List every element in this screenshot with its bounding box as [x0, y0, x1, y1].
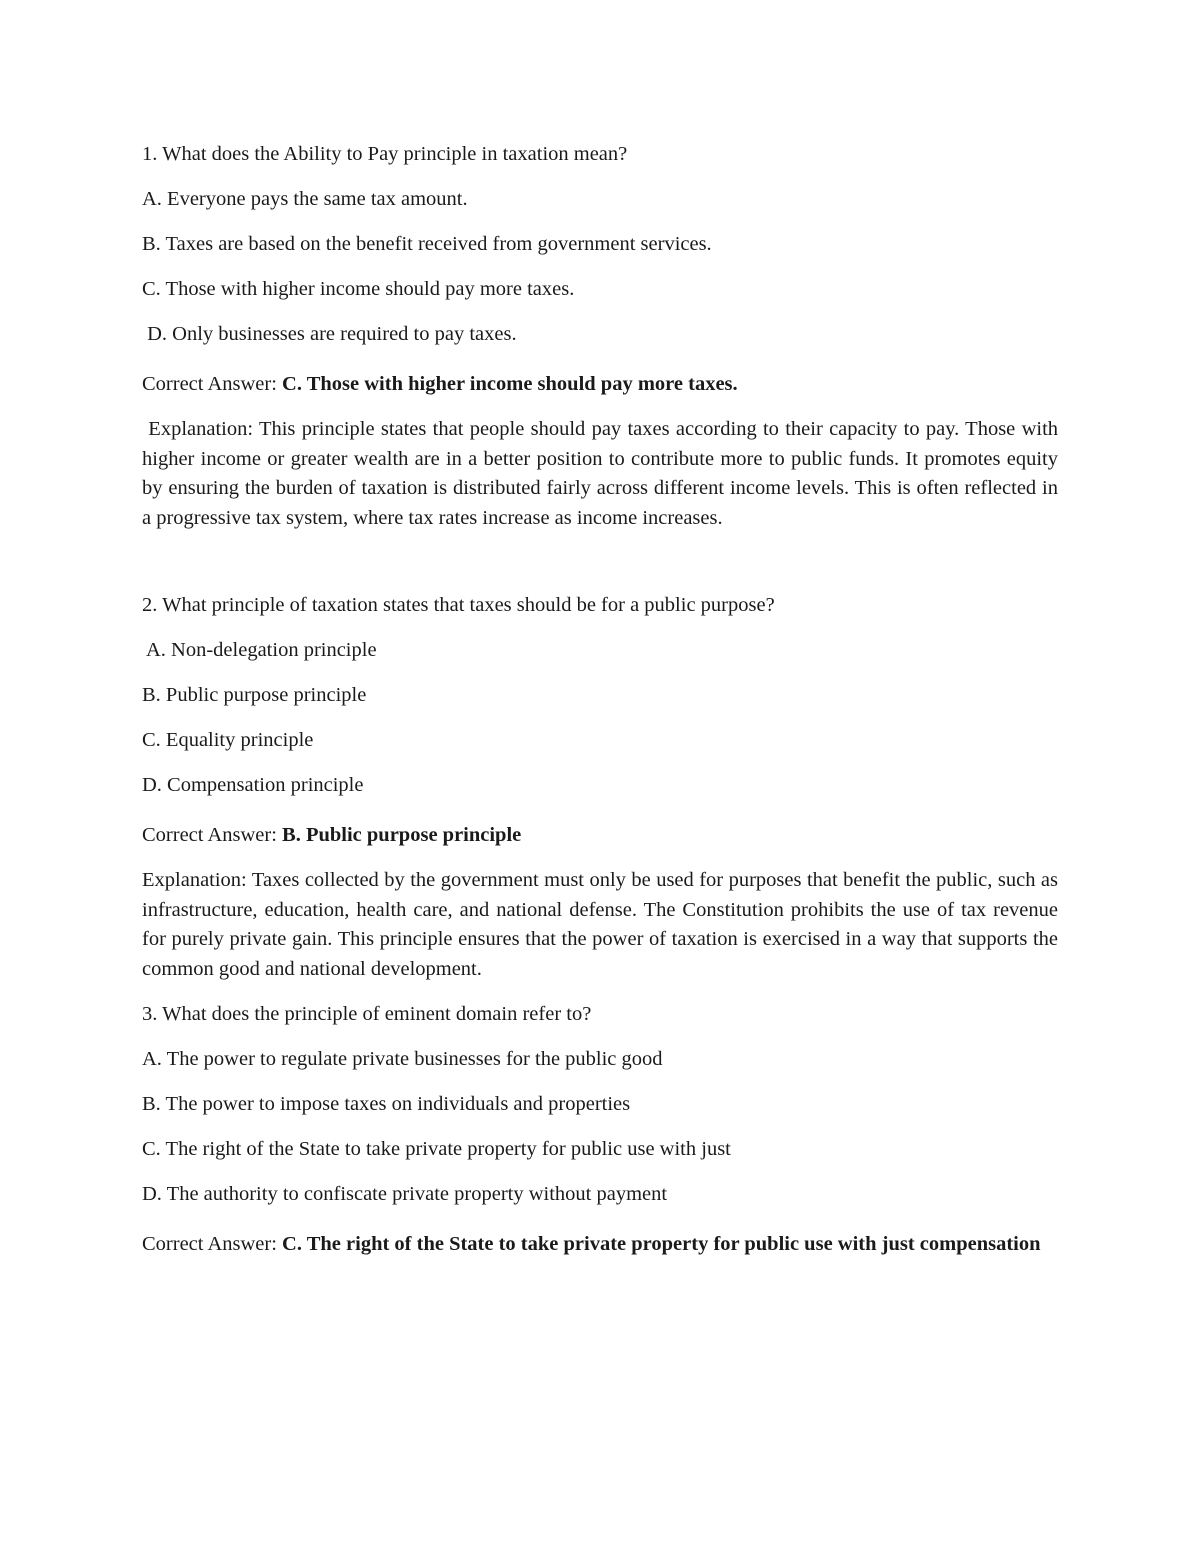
- correct-answer: [142, 1230, 1058, 1260]
- option-d: D. Compensation principle: [142, 774, 364, 796]
- option-b: B. The power to impose taxes on individuals and properties: [142, 1092, 631, 1115]
- option-a: A. Everyone pays the same tax amount.: [142, 188, 468, 210]
- option-a: A. Non-delegation principle: [142, 639, 377, 661]
- document-page: [142, 140, 1064, 1275]
- correct-answer: [142, 821, 1058, 851]
- spacer: [142, 984, 1058, 1000]
- correct-answer-label: Correct Answer:: [142, 373, 283, 395]
- explanation-text: Explanation: Taxes collected by the government must only be used for purposes that benefit the public, such as infrastructure, education, health care, and national defense. The Constitution prohibits the use of tax revenue for purely private gain. This principle ensures that the power of taxation is exercised in a way that supports the common good and national development.: [142, 869, 1058, 980]
- correct-answer: [142, 370, 1058, 400]
- option-b: B. Taxes are based on the benefit received from government services.: [142, 233, 712, 255]
- question-block-3: [142, 1000, 1058, 1260]
- correct-answer-value: B. Public purpose principle: [282, 824, 522, 846]
- correct-answer-label: Correct Answer:: [142, 824, 283, 846]
- question-text: 3. What does the principle of eminent domain refer to?: [142, 1002, 592, 1025]
- correct-answer-label: Correct Answer:: [142, 1232, 283, 1255]
- correct-answer-value: C. Those with higher income should pay more taxes.: [282, 373, 738, 395]
- option-c: C. Equality principle: [142, 729, 314, 751]
- question-block-1: [142, 140, 1064, 533]
- question-text: 1. What does the Ability to Pay principle in taxation mean?: [142, 143, 628, 165]
- option-d: D. Only businesses are required to pay taxes.: [142, 323, 517, 345]
- option-d: D. The authority to confiscate private property without payment: [142, 1182, 668, 1205]
- option-c: C. Those with higher income should pay more taxes.: [142, 278, 575, 300]
- option-b: B. Public purpose principle: [142, 684, 367, 706]
- option-a: A. The power to regulate private businesses for the public good: [142, 1047, 663, 1070]
- question-text: 2. What principle of taxation states that taxes should be for a public purpose?: [142, 594, 775, 616]
- option-c: C. The right of the State to take private property for public use with just: [142, 1137, 731, 1160]
- correct-answer-value: C. The right of the State to take private property for public use with just compensation: [282, 1232, 1041, 1255]
- question-block-2: [142, 591, 1058, 984]
- explanation-text: Explanation: This principle states that people should pay taxes according to their capacity to pay. Those with higher income or greater wealth are in a better position to contribute more to public funds. It promotes equity by ensuring the burden of taxation is distributed fairly across different income levels. This is often reflected in a progressive tax system, where tax rates increase as income increases.: [142, 418, 1064, 529]
- spacer: [142, 533, 1058, 591]
